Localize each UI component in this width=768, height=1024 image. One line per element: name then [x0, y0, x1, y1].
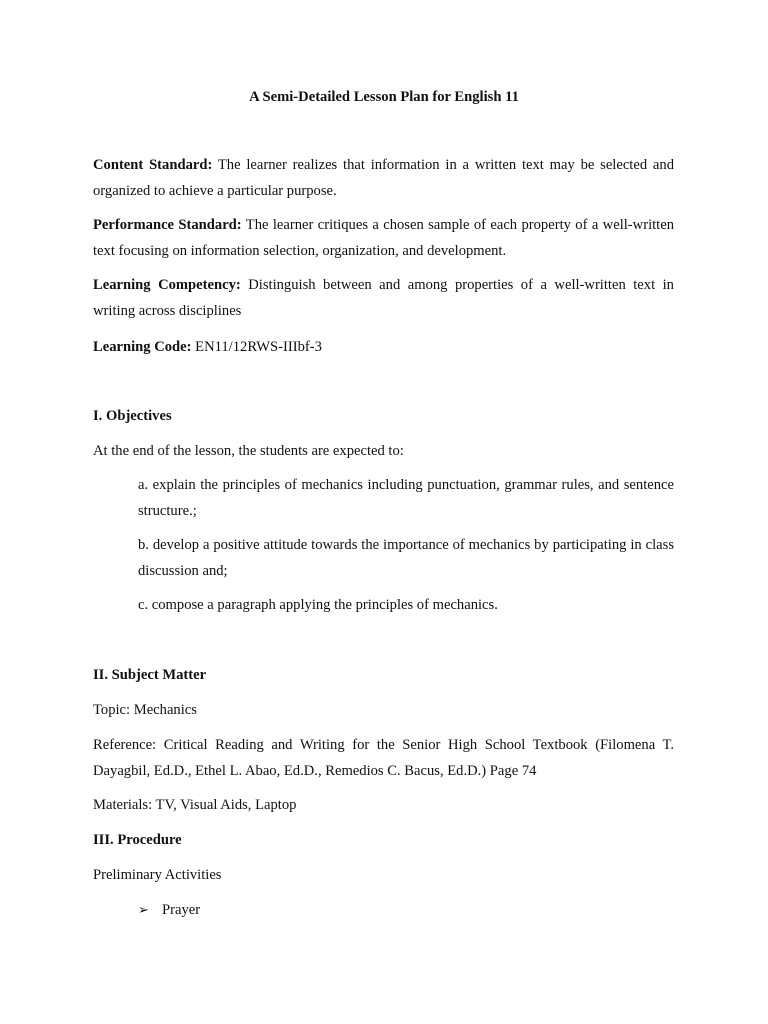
learning-code-text: EN11/12RWS-IIIbf-3	[195, 339, 322, 355]
subject-matter-heading: II. Subject Matter	[93, 667, 207, 683]
objectives-intro: At the end of the lesson, the students are expected to:	[93, 443, 404, 459]
procedure-bullet-item	[138, 900, 200, 921]
performance-standard	[93, 212, 674, 264]
performance-standard-text: The learner critiques a chosen sample of each property of a well-written text focusing on information selection, organization, and development.	[93, 217, 675, 259]
preliminary-activities: Preliminary Activities	[93, 867, 222, 883]
objective-item-a: a. explain the principles of mechanics including punctuation, grammar rules, and sentence structure.;	[138, 477, 674, 519]
arrowhead-bullet-icon: ➢	[138, 903, 149, 918]
procedure-heading: III. Procedure	[93, 832, 182, 848]
subject-materials: Materials: TV, Visual Aids, Laptop	[93, 797, 297, 813]
learning-code	[93, 337, 674, 357]
content-standard-label: Content Standard:	[93, 157, 213, 173]
performance-standard-label: Performance Standard:	[93, 217, 242, 233]
document-title: A Semi-Detailed Lesson Plan for English 11	[249, 89, 519, 105]
objectives-heading: I. Objectives	[93, 408, 172, 424]
objective-item-b: b. develop a positive attitude towards the importance of mechanics by participating in class discussion and;	[138, 537, 674, 579]
subject-topic: Topic: Mechanics	[93, 702, 197, 718]
learning-competency	[93, 272, 674, 324]
content-standard-text: The learner realizes that information in a written text may be selected and organized to achieve a particular purpose.	[93, 157, 674, 199]
learning-competency-label: Learning Competency:	[93, 277, 241, 293]
procedure-bullet-text: Prayer	[162, 902, 201, 918]
subject-reference: Reference: Critical Reading and Writing for the Senior High School Textbook (Filomena T. Dayagbil, Ed.D., Ethel L. Abao, Ed.D., Remedios C. Bacus, Ed.D.) Page 74	[93, 737, 674, 779]
learning-competency-text: Distinguish between and among properties of a well-written text in writing across disciplines	[93, 277, 674, 319]
learning-code-label: Learning Code:	[93, 339, 192, 355]
content-standard	[93, 152, 674, 204]
objective-item-c: c. compose a paragraph applying the principles of mechanics.	[138, 597, 498, 613]
